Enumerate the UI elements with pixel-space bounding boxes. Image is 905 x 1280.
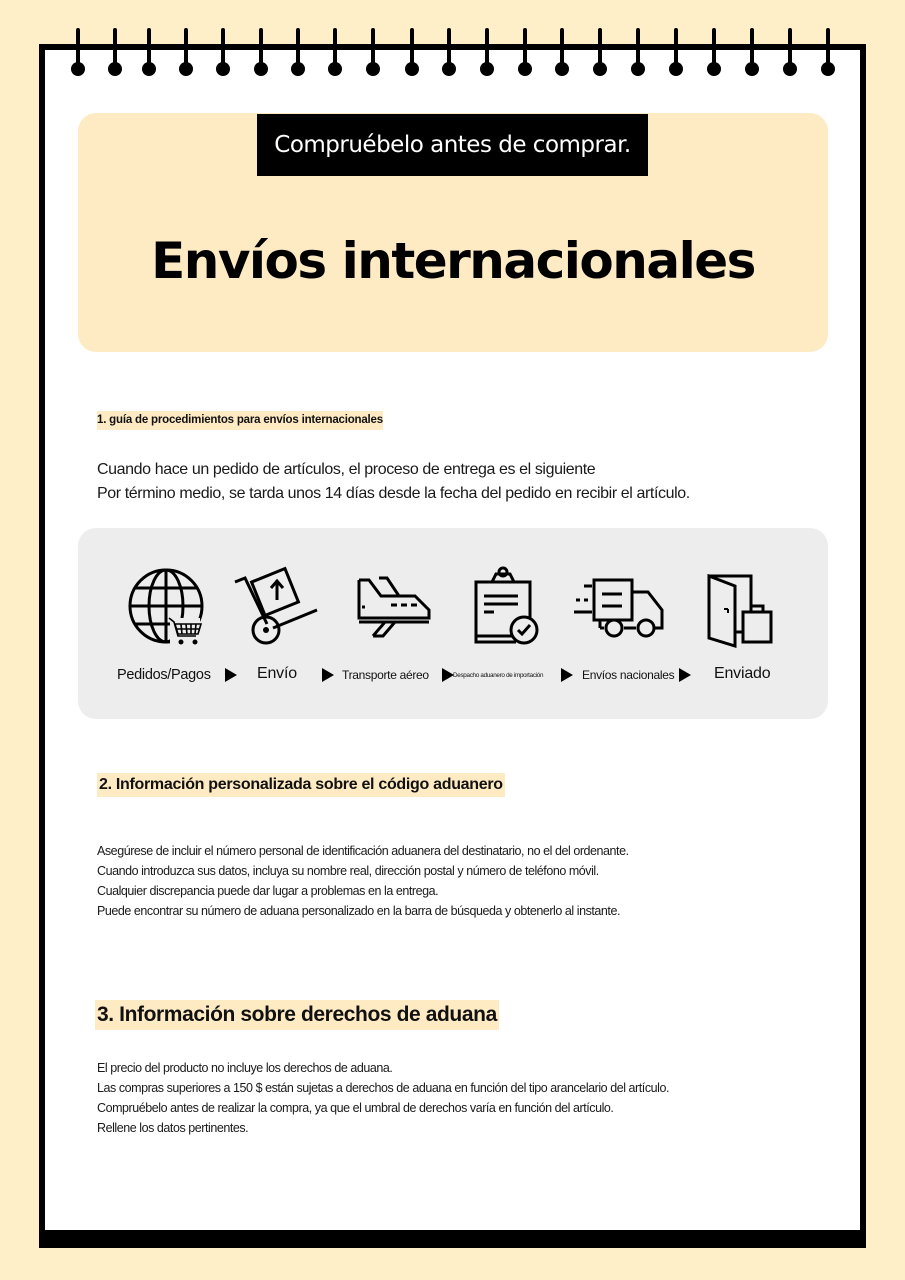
- spiral-ring-icon: [593, 28, 607, 76]
- spiral-ring-icon: [216, 28, 230, 76]
- spiral-ring-icon: [71, 28, 85, 76]
- page-title: Envíos internacionales: [151, 232, 755, 290]
- section-2-body: [97, 841, 629, 921]
- spiral-ring-icon: [707, 28, 721, 76]
- step-label-air-transport: Transporte aéreo: [342, 668, 429, 682]
- spiral-ring-icon: [108, 28, 122, 76]
- play-arrow-icon: [561, 668, 573, 682]
- step-label-shipping: Envío: [257, 665, 297, 682]
- step-label-delivered: Enviado: [714, 665, 771, 682]
- body-line: Asegúrese de incluir el número personal de identificación aduanera del destinatario, no el del ordenante.: [97, 844, 629, 858]
- body-line: Rellene los datos pertinentes.: [97, 1121, 249, 1135]
- spiral-ring-icon: [442, 28, 456, 76]
- body-line: El precio del producto no incluye los derechos de aduana.: [97, 1061, 393, 1075]
- body-line: Las compras superiores a 150 $ están sujetas a derechos de aduana en función del tipo arancelario del artículo.: [97, 1081, 669, 1095]
- spiral-ring-icon: [745, 28, 759, 76]
- spiral-ring-icon: [179, 28, 193, 76]
- spiral-ring-icon: [366, 28, 380, 76]
- spiral-ring-icon: [631, 28, 645, 76]
- spiral-ring-icon: [142, 28, 156, 76]
- hand-truck-icon: [233, 566, 319, 648]
- intro-line: Por término medio, se tarda unos 14 días desde la fecha del pedido en recibir el artículo.: [97, 485, 690, 502]
- globe-cart-icon: [126, 568, 208, 648]
- spiral-ring-icon: [328, 28, 342, 76]
- section-1-intro: [97, 458, 690, 506]
- door-bag-icon: [707, 574, 775, 648]
- tagline-text: Compruébelo antes de comprar.: [274, 132, 631, 158]
- step-label-import-customs: Despacho aduanero de importación: [453, 672, 544, 679]
- spiral-binding: [0, 0, 905, 80]
- spiral-ring-icon: [254, 28, 268, 76]
- spiral-ring-icon: [291, 28, 305, 76]
- spiral-ring-icon: [821, 28, 835, 76]
- clipboard-check-icon: [472, 566, 542, 648]
- body-line: Cuando introduzca sus datos, incluya su nombre real, dirección postal y número de teléfono móvil.: [97, 864, 599, 878]
- intro-line: Cuando hace un pedido de artículos, el proceso de entrega es el siguiente: [97, 461, 596, 478]
- play-arrow-icon: [679, 668, 691, 682]
- body-line: Puede encontrar su número de aduana personalizado en la barra de búsqueda y obtenerlo al instante.: [97, 904, 620, 918]
- spiral-ring-icon: [555, 28, 569, 76]
- body-line: Compruébelo antes de realizar la compra, ya que el umbral de derechos varía en función del artículo.: [97, 1101, 614, 1115]
- airplane-icon: [355, 576, 433, 638]
- spiral-ring-icon: [480, 28, 494, 76]
- spiral-ring-icon: [783, 28, 797, 76]
- section-3-body: [97, 1058, 669, 1138]
- play-arrow-icon: [322, 668, 334, 682]
- tagline-badge: [257, 114, 648, 176]
- delivery-truck-icon: [574, 578, 666, 640]
- spiral-ring-icon: [669, 28, 683, 76]
- step-label-orders-payments: Pedidos/Pagos: [117, 667, 211, 683]
- step-label-domestic-shipping: Envíos nacionales: [582, 668, 675, 682]
- spiral-ring-icon: [405, 28, 419, 76]
- section-2-heading: 2. Información personalizada sobre el código aduanero: [97, 773, 505, 797]
- play-arrow-icon: [225, 668, 237, 682]
- spiral-ring-icon: [518, 28, 532, 76]
- section-3-heading: 3. Información sobre derechos de aduana: [95, 1000, 499, 1030]
- body-line: Cualquier discrepancia puede dar lugar a problemas en la entrega.: [97, 884, 439, 898]
- section-1-heading: 1. guía de procedimientos para envíos internacionales: [97, 411, 383, 430]
